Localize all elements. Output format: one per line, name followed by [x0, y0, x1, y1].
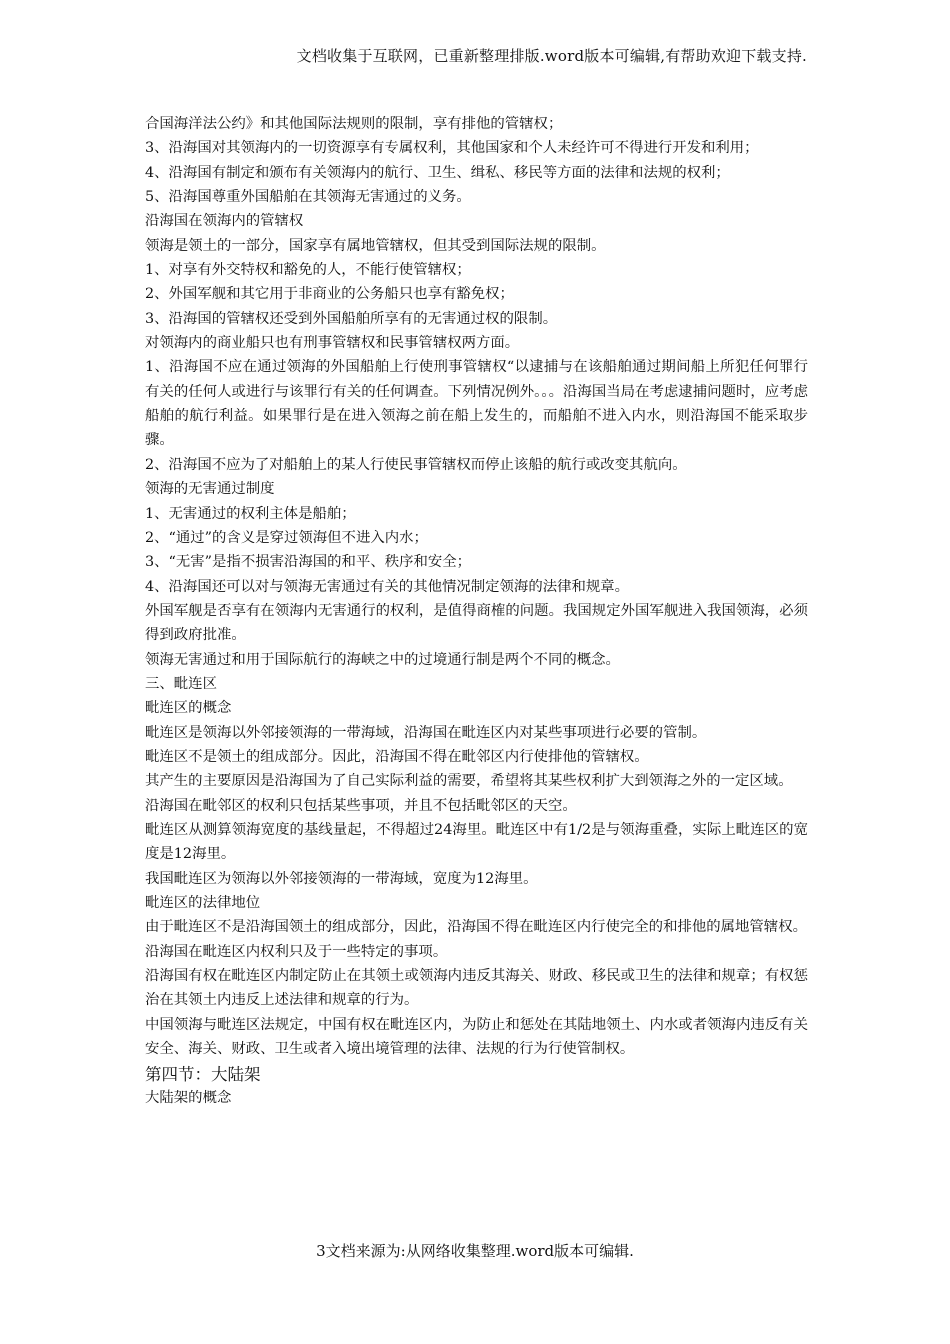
- list-item: 4、沿海国还可以对与领海无害通过有关的其他情况制定领海的法律和规章。: [145, 578, 630, 595]
- list-item: 4、沿海国有制定和颁布有关领海内的航行、卫生、缉私、移民等方面的法律和法规的权利；: [145, 164, 730, 181]
- paragraph: 中国领海与毗连区法规定，中国有权在毗连区内，为防止和惩处在其陆地领土、内水或者领海内违反有关安全、海关、财政、卫生或者入境出境管理的法律、法规的行为行使管制权。: [145, 1016, 808, 1058]
- subheading: 毗连区的概念: [145, 700, 232, 717]
- section-title: 第四节：大陆架: [145, 1065, 261, 1085]
- paragraph: 沿海国有权在毗连区内制定防止在其领土或领海内违反其海关、财政、移民或卫生的法律和规章；有权惩治在其领土内违反上述法律和规章的行为。: [145, 968, 808, 1009]
- paragraph: 对领海内的商业船只也有刑事管辖权和民事管辖权两方面。: [145, 335, 520, 352]
- list-item: 1、对享有外交特权和豁免的人，不能行使管辖权；: [145, 262, 471, 279]
- paragraph: 沿海国在毗连区内权利只及于一些特定的事项。: [145, 943, 448, 960]
- paragraph: 由于毗连区不是沿海国领土的组成部分，因此，沿海国不得在毗连区内行使完全的和排他的属地管辖权。: [145, 919, 807, 936]
- list-item: 3、“无害”是指不损害沿海国的和平、秩序和安全；: [145, 554, 472, 571]
- paragraph: 毗连区不是领土的组成部分。因此，沿海国不得在毗邻区内行使排他的管辖权。: [145, 748, 649, 765]
- subheading: 沿海国在领海内的管辖权: [145, 213, 304, 230]
- list-item: 1、沿海国不应在通过领海的外国船舶上行使刑事管辖权“以逮捕与在该船舶通过期间船上所犯任何罪行有关的任何人或进行与该罪行有关的任何调查。下列情况例外。。。沿海国当局在考虑逮捕问题时，应考虑船舶的航行利益。如果罪行是在进入领海之前在船上发生的，而船舶不进入内水，则沿海国不能采取步骤。: [145, 359, 808, 449]
- paragraph: 毗连区从测算领海宽度的基线量起，不得超过24海里。毗连区中有1/2是与领海重叠，实际上毗连区的宽度是12海里。: [145, 821, 808, 863]
- list-item: 5、沿海国尊重外国船舶在其领海无害通过的义务。: [145, 189, 471, 206]
- paragraph: 外国军舰是否享有在领海内无害通行的权利，是值得商榷的问题。我国规定外国军舰进入我国领海，必须得到政府批准。: [145, 602, 808, 644]
- page-header: 文档收集于互联网，已重新整理排版.word版本可编辑,有帮助欢迎下载支持.: [296, 47, 807, 65]
- subheading: 大陆架的概念: [145, 1090, 232, 1107]
- list-item: 1、无害通过的权利主体是船舶；: [145, 505, 356, 522]
- paragraph: 毗连区是领海以外邻接领海的一带海域，沿海国在毗连区内对某些事项进行必要的管制。: [145, 724, 707, 741]
- list-item: 2、沿海国不应为了对船舶上的某人行使民事管辖权而停止该船的航行或改变其航向。: [145, 456, 687, 473]
- paragraph: 领海无害通过和用于国际航行的海峡之中的过境通行制是两个不同的概念。: [145, 651, 620, 668]
- paragraph: 沿海国在毗邻区的权利只包括某些事项，并且不包括毗邻区的天空。: [145, 797, 577, 814]
- list-item: 2、“通过”的含义是穿过领海但不进入内水；: [145, 529, 428, 546]
- paragraph: 我国毗连区为领海以外邻接领海的一带海域，宽度为12海里。: [145, 870, 538, 887]
- list-item: 3、沿海国的管辖权还受到外国船舶所享有的无害通过权的限制。: [145, 310, 558, 327]
- paragraph: 合国海洋法公约》和其他国际法规则的限制，享有排他的管辖权；: [145, 116, 563, 132]
- paragraph: 领海是领土的一部分，国家享有属地管辖权，但其受到国际法规的限制。: [145, 237, 606, 254]
- page-footer: 3文档来源为:从网络收集整理.word版本可编辑.: [316, 1242, 634, 1260]
- subheading: 领海的无害通过制度: [145, 481, 275, 498]
- list-item: 3、沿海国对其领海内的一切资源享有专属权利，其他国家和个人未经许可不得进行开发和利用；: [145, 140, 759, 157]
- list-item: 2、外国军舰和其它用于非商业的公务船只也享有豁免权；: [145, 286, 514, 303]
- section-heading: 三、毗连区: [145, 675, 217, 692]
- subheading: 毗连区的法律地位: [145, 895, 261, 911]
- document-body: [145, 112, 808, 1111]
- paragraph: 其产生的主要原因是沿海国为了自己实际利益的需要，希望将其某些权利扩大到领海之外的一定区域。: [145, 773, 793, 790]
